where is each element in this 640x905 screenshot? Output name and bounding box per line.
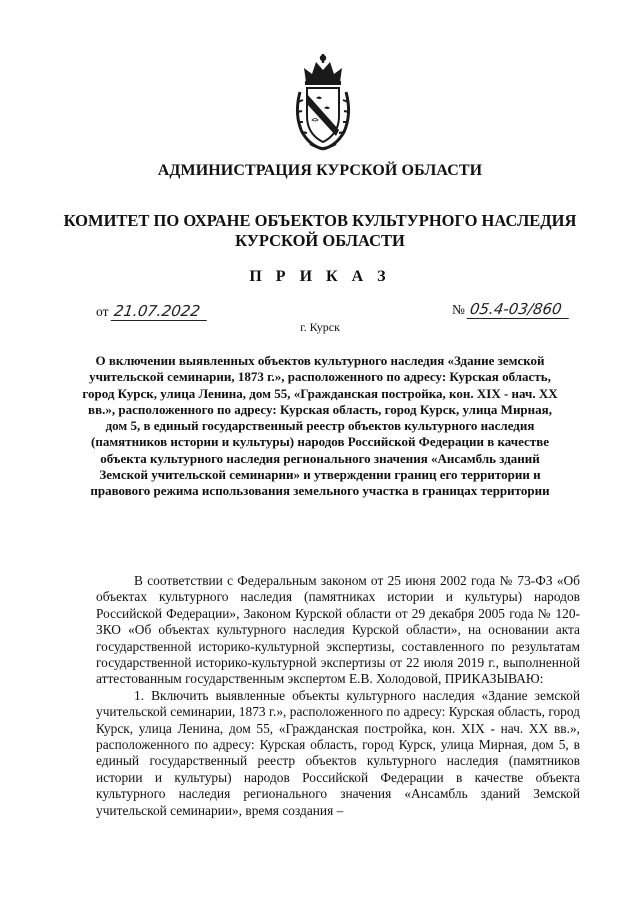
- body-paragraph: 1. Включить выявленные объекты культурного наследия «Здание земской учительской семинарии, 1873 г.», расположенного по адресу: Курская область, город Курск, улица Ленина, дом 55, «Гражданская постройка, кон. XIX - нач. XX вв.», расположенного по адресу: Курская область, город Курск, улица Мирная, дом 5, в единый государственный реестр объектов культурного наследия (памятников истории и культуры) народов Российской Федерации в качестве объекта культурного наследия регионального значения «Ансамбль зданий Земской учительской семинарии», время создания –: [96, 687, 580, 818]
- city: г. Курск: [300, 320, 340, 334]
- administration-title: АДМИНИСТРАЦИЯ КУРСКОЙ ОБЛАСТИ: [157, 162, 483, 179]
- order-date: [96, 302, 208, 321]
- number-prefix: №: [452, 302, 465, 317]
- handwritten-date: 21.07.2022: [111, 302, 210, 321]
- committee-title: КОМИТЕТ ПО ОХРАНЕ ОБЪЕКТОВ КУЛЬТУРНОГО НАСЛЕДИЯ КУРСКОЙ ОБЛАСТИ: [63, 211, 577, 250]
- coat-of-arms-icon: [292, 52, 354, 152]
- order-body: [96, 573, 580, 819]
- order-number: [452, 300, 570, 319]
- handwritten-number: 05.4-03/860: [467, 300, 571, 319]
- order-title: П Р И К А З: [249, 268, 391, 285]
- body-paragraph: В соответствии с Федеральным законом от 25 июня 2002 года № 73-ФЗ «Об объектах культурного наследия (памятниках истории и культуры) народов Российской Федерации», Законом Курской области от 29 декабря 2005 года № 120-ЗКО «Об объектах культурного наследия Курской области», на основании акта государственной историко-культурной экспертизы, составленного по результатам государственной историко-культурной экспертизы от 22 июля 2019 г., выполненной аттестованным государственным экспертом Е.В. Холодовой, ПРИКАЗЫВАЮ:: [96, 573, 580, 687]
- date-prefix: от: [96, 304, 109, 319]
- order-subject: О включении выявленных объектов культурного наследия «Здание земской учительской семинарии, 1873 г.», расположенного по адресу: Курская область, город Курск, улица Ленина, дом 55, «Гражданская постройка, кон. XIX - нач. XX вв.», расположенного по адресу: Курская область, город Курск, улица Мирная, дом 5, в единый государственный реестр объектов культурного наследия (памятников истории и культуры) народов Российской Федерации в качестве объекта культурного наследия регионального значения «Ансамбль зданий Земской учительской семинарии» и утверждении границ его территории и правового режима использования земельного участка в границах территории: [82, 353, 558, 499]
